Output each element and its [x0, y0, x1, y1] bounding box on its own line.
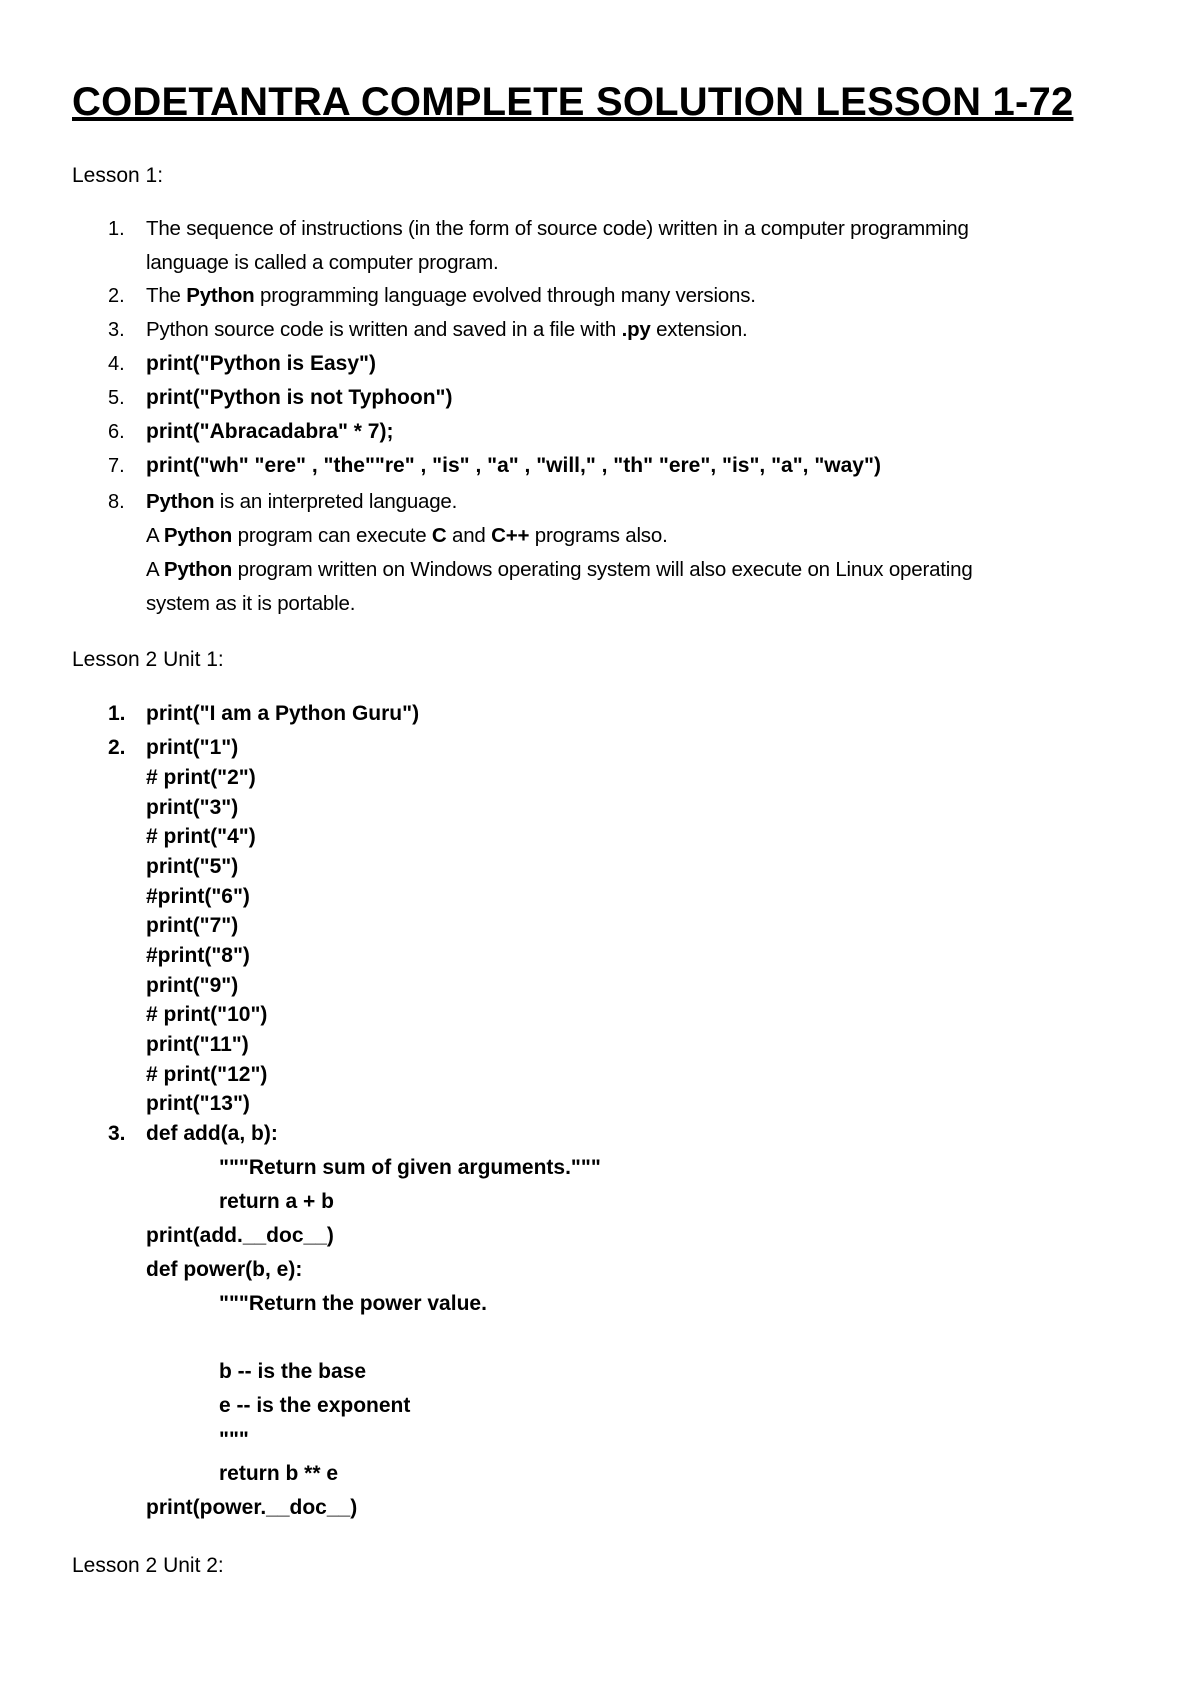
list-number: 3.: [108, 1122, 126, 1145]
lesson-2-unit-1-heading: Lesson 2 Unit 1:: [72, 648, 224, 671]
code-line: """: [219, 1428, 249, 1451]
code-line: # print("12"): [146, 1063, 268, 1086]
list-number: 5.: [108, 387, 125, 409]
lesson-2-unit-2-heading: Lesson 2 Unit 2:: [72, 1554, 224, 1577]
lesson-1-item-1-line-1: The sequence of instructions (in the form of source code) written in a computer programming: [146, 217, 969, 240]
lesson-1-item-2: The Python programming language evolved through many versions.: [146, 284, 756, 307]
code-line: print("7"): [146, 914, 239, 937]
list-number: 7.: [108, 455, 125, 477]
lesson-1-item-1-line-2: language is called a computer program.: [146, 251, 499, 274]
lesson-1-item-8-line-2: A Python program can execute C and C++ programs also.: [146, 524, 668, 547]
list-number: 3.: [108, 319, 125, 341]
code-line: # print("10"): [146, 1003, 268, 1026]
code-line: return b ** e: [219, 1462, 339, 1485]
lesson-1-item-8-line-4: system as it is portable.: [146, 592, 356, 615]
code-line: print("9"): [146, 974, 239, 997]
code-line: """Return the power value.: [219, 1292, 487, 1315]
list-number: 4.: [108, 353, 125, 375]
lesson-1-item-5: print("Python is not Typhoon"): [146, 386, 453, 409]
lesson-1-item-8-line-3: A Python program written on Windows operating system will also execute on Linux operating: [146, 558, 973, 581]
code-line: #print("6"): [146, 885, 250, 908]
list-number: 1.: [108, 218, 125, 240]
code-line: def add(a, b):: [146, 1122, 278, 1145]
lesson-1-item-3: Python source code is written and saved in a file with .py extension.: [146, 318, 748, 341]
list-number: 2.: [108, 285, 125, 307]
code-line: print("11"): [146, 1033, 249, 1056]
code-line: e -- is the exponent: [219, 1394, 411, 1417]
lesson-1-item-6: print("Abracadabra" * 7);: [146, 420, 394, 443]
code-line: # print("4"): [146, 825, 256, 848]
lesson-2-unit-1-item-1: print("I am a Python Guru"): [146, 702, 420, 725]
code-line: #print("8"): [146, 944, 250, 967]
lesson-1-heading: Lesson 1:: [72, 164, 164, 187]
list-number: 2.: [108, 736, 126, 759]
code-line: def power(b, e):: [146, 1258, 303, 1281]
list-number: 6.: [108, 421, 125, 443]
code-line: print("1"): [146, 736, 239, 759]
code-line: return a + b: [219, 1190, 334, 1213]
code-line: print(power.__doc__): [146, 1496, 358, 1519]
lesson-1-item-4: print("Python is Easy"): [146, 352, 376, 375]
list-number: 8.: [108, 491, 125, 513]
code-line: print("5"): [146, 855, 239, 878]
lesson-1-item-8-line-1: Python is an interpreted language.: [146, 490, 458, 513]
code-line: b -- is the base: [219, 1360, 367, 1383]
list-number: 1.: [108, 702, 126, 725]
code-line: print("3"): [146, 796, 239, 819]
code-line: print(add.__doc__): [146, 1224, 334, 1247]
lesson-1-item-7: print("wh" "ere" , "the""re" , "is" , "a" , "will," , "th" "ere", "is", "a", "way"): [146, 454, 881, 477]
document-title: CODETANTRA COMPLETE SOLUTION LESSON 1-72: [72, 80, 1074, 124]
code-line: """Return sum of given arguments.""": [219, 1156, 601, 1179]
code-line: # print("2"): [146, 766, 256, 789]
code-line: print("13"): [146, 1092, 250, 1115]
